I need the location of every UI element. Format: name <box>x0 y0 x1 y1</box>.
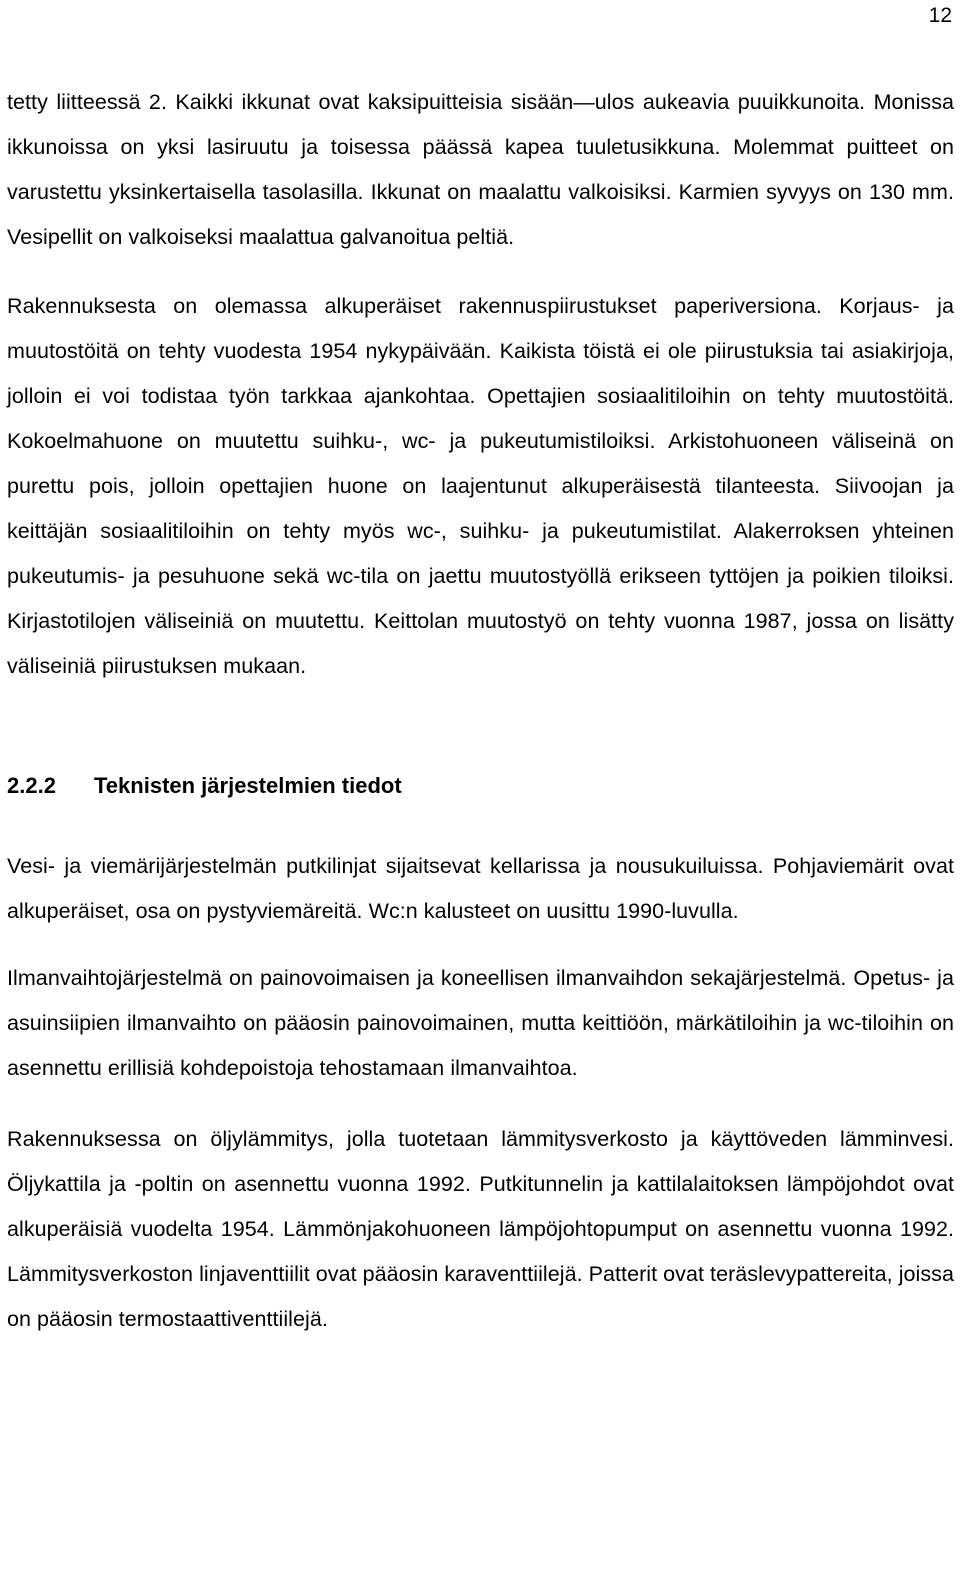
paragraph-windows: tetty liitteessä 2. Kaikki ikkunat ovat kaksipuitteisia sisään—ulos aukeavia puuikkunoita. Monissa ikkunoissa on yksi lasiruutu ja toisessa päässä kapea tuuletusikkuna. Molemmat puitteet on varustettu yksinkertaisella tasolasilla. Ikkunat on maalattu valkoisiksi. Karmien syvyys on 130 mm. Vesipellit on valkoiseksi maalattua galvanoitua peltiä. <box>7 90 954 249</box>
section-title: Teknisten järjestelmien tiedot <box>94 773 402 798</box>
paragraph-ventilation: Ilmanvaihtojärjestelmä on painovoimaisen ja koneellisen ilmanvaihdon sekajärjestelmä. Opetus- ja asuinsiipien ilmanvaihto on pääosin painovoimainen, mutta keittiöön, märkätiloihin ja wc-tiloihin on asennettu erillisiä kohdepoistoja tehostamaan ilmanvaihtoa. <box>7 966 954 1080</box>
paragraph-heating: Rakennuksessa on öljylämmitys, jolla tuotetaan lämmitysverkosto ja käyttöveden lämminvesi. Öljykattila ja -poltin on asennettu vuonna 1992. Putkitunnelin ja kattilalaitoksen lämpöjohdot ovat alkuperäisiä vuodelta 1954. Lämmönjakohuoneen lämpöjohtopumput on asennettu vuonna 1992. Lämmitysverkoston linjaventtiilit ovat pääosin karaventtiilejä. Patterit ovat teräslevypattereita, joissa on pääosin termostaattiventtiilejä. <box>7 1127 954 1331</box>
section-heading <box>7 766 954 806</box>
page-number: 12 <box>928 4 952 27</box>
paragraph-renovations: Rakennuksesta on olemassa alkuperäiset rakennuspiirustukset paperiversiona. Korjaus- ja muutostöitä on tehty vuodesta 1954 nykypäivään. Kaikista töistä ei ole piirustuksia tai asiakirjoja, jolloin ei voi todistaa työn tarkkaa ajankohtaa. Opettajien sosiaalitiloihin on tehty muutostöitä. Kokoelmahuone on muutettu suihku-, wc- ja pukeutumistiloiksi. Arkistohuoneen väliseinä on purettu pois, jolloin opettajien huone on laajentunut alkuperäisestä tilanteesta. Siivoojan ja keittäjän sosiaalitiloihin on tehty myös wc-, suihku- ja pukeutumistilat. Alakerroksen yhteinen pukeutumis- ja pesuhuone sekä wc-tila on jaettu muutostyöllä erikseen tyttöjen ja poikien tiloiksi. Kirjastotilojen väliseiniä on muutettu. Keittolan muutostyö on tehty vuonna 1987, jossa on lisätty väliseiniä piirustuksen mukaan. <box>7 294 954 678</box>
paragraph-plumbing: Vesi- ja viemärijärjestelmän putkilinjat sijaitsevat kellarissa ja nousukuiluissa. Pohjaviemärit ovat alkuperäiset, osa on pystyviemäreitä. Wc:n kalusteet on uusittu 1990-luvulla. <box>7 854 954 923</box>
section-number: 2.2.2 <box>7 773 56 798</box>
document-body <box>7 80 954 1342</box>
